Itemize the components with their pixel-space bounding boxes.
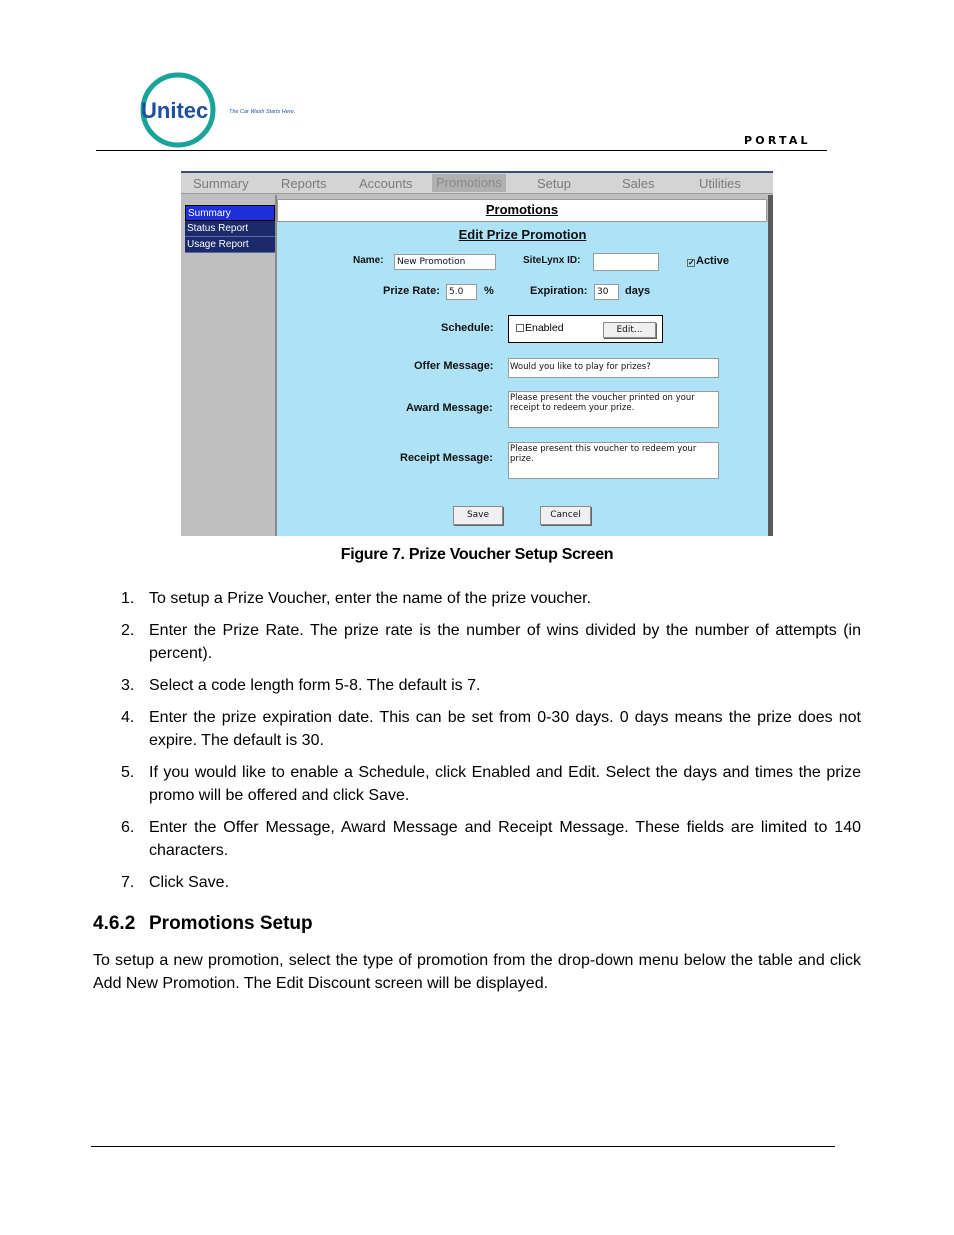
edit-prize-form [277, 222, 768, 536]
expiration-unit: days [625, 285, 651, 297]
tab-setup[interactable]: Setup [537, 176, 571, 191]
receipt-message-label: Receipt Message: [400, 452, 493, 464]
active-checkbox[interactable] [687, 255, 729, 267]
tab-utilities[interactable]: Utilities [699, 176, 741, 191]
step-number: 4. [121, 709, 135, 726]
receipt-message-input[interactable]: Please present this voucher to redeem your prize. [508, 442, 719, 479]
step-number: 2. [121, 622, 135, 639]
side-nav-summary[interactable]: Summary [185, 205, 275, 221]
step-text: Enter the Prize Rate. The prize rate is the number of wins divided by the number of attempts (in percent). [149, 622, 861, 662]
expiration-label: Expiration: [530, 285, 588, 297]
prize-rate-label: Prize Rate: [383, 285, 440, 297]
prize-rate-input[interactable]: 5.0 [446, 284, 477, 300]
tab-summary[interactable]: Summary [193, 176, 249, 191]
side-nav-status-report[interactable]: Status Report [185, 221, 275, 237]
name-label: Name: [353, 255, 384, 266]
section-heading [93, 913, 313, 935]
tab-promotions[interactable]: Promotions [432, 174, 506, 192]
schedule-box [508, 315, 663, 343]
step-number: 6. [121, 819, 135, 836]
form-title: Edit Prize Promotion [458, 227, 587, 242]
step-text: Enter the prize expiration date. This can be set from 0-30 days. 0 days means the prize does not expire. The default is 30. [149, 709, 861, 749]
award-message-input[interactable]: Please present the voucher printed on your receipt to redeem your prize. [508, 391, 719, 428]
right-divider [768, 195, 773, 536]
checkmark-icon: ✓ [688, 258, 695, 267]
step-number: 7. [121, 874, 135, 891]
step-text: Select a code length form 5-8. The default is 7. [149, 677, 481, 694]
unitec-logo-icon [136, 72, 326, 150]
side-nav-usage-report[interactable]: Usage Report [185, 237, 275, 253]
schedule-label: Schedule: [441, 322, 494, 334]
section-number: 4.6.2 [93, 913, 136, 934]
body-paragraph: To setup a new promotion, select the type of promotion from the drop-down menu below the table and click Add New Promotion. The Edit Discount screen will be displayed. [93, 952, 861, 992]
offer-message-label: Offer Message: [414, 360, 494, 372]
step-text: To setup a Prize Voucher, enter the name of the prize voucher. [149, 590, 592, 607]
logo-tagline: The Car Wash Starts Here. [229, 109, 296, 115]
schedule-enabled-label: Enabled [525, 322, 564, 334]
page-title: Promotions [485, 202, 559, 217]
tab-sales[interactable]: Sales [622, 176, 655, 191]
section-title: Promotions Setup [149, 913, 313, 934]
footer-rule [91, 1146, 835, 1147]
nav-tabbar [181, 171, 773, 194]
side-nav [185, 205, 275, 253]
tab-reports[interactable]: Reports [281, 176, 327, 191]
step-number: 5. [121, 764, 135, 781]
step-text: Click Save. [149, 874, 230, 891]
logo-text: Unitec [141, 98, 209, 123]
page-title-bar [277, 199, 767, 222]
header-rule [96, 150, 827, 151]
sitelynx-input[interactable] [593, 253, 659, 271]
sitelynx-label: SiteLynx ID: [523, 255, 581, 266]
name-input[interactable]: New Promotion [394, 254, 496, 270]
cancel-button[interactable]: Cancel [540, 506, 591, 525]
step-number: 3. [121, 677, 135, 694]
section-label: PORTAL [744, 134, 811, 147]
award-message-label: Award Message: [406, 402, 493, 414]
prize-voucher-screenshot [181, 171, 773, 536]
active-label: Active [696, 255, 730, 267]
figure-caption: Figure 7. Prize Voucher Setup Screen [340, 546, 614, 563]
schedule-edit-button[interactable]: Edit... [603, 322, 656, 338]
prize-rate-unit: % [484, 285, 494, 297]
tab-accounts[interactable]: Accounts [359, 176, 413, 191]
expiration-input[interactable]: 30 [594, 284, 619, 300]
step-number: 1. [121, 590, 135, 607]
unitec-logo [136, 72, 326, 150]
offer-message-input[interactable]: Would you like to play for prizes? [508, 358, 719, 378]
checkbox-icon [516, 324, 524, 332]
step-text: If you would like to enable a Schedule, click Enabled and Edit. Select the days and times the prize promo will be offered and click Save. [149, 764, 861, 804]
step-text: Enter the Offer Message, Award Message and Receipt Message. These fields are limited to 140 characters. [149, 819, 861, 859]
save-button[interactable]: Save [453, 506, 503, 525]
schedule-enabled-checkbox[interactable] [516, 322, 564, 334]
